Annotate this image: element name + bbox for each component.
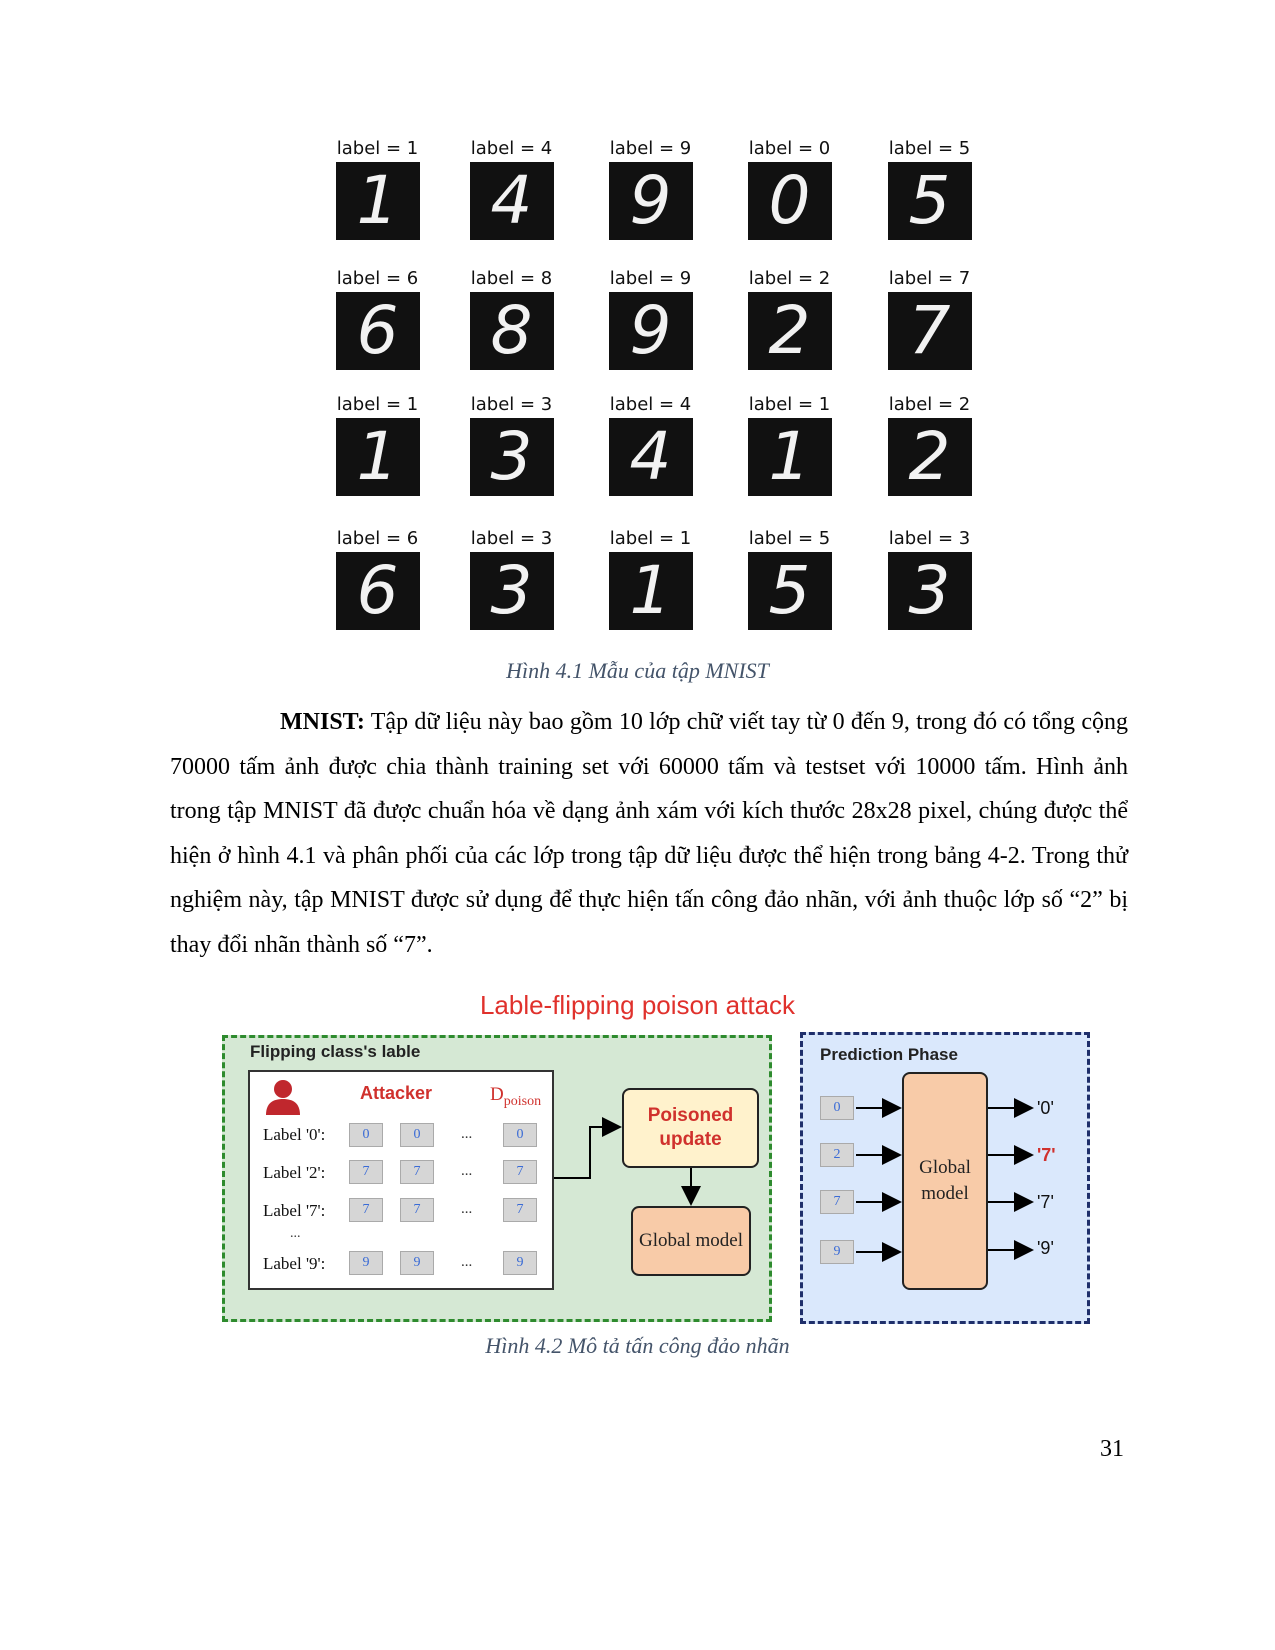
paragraph-text: Tập dữ liệu này bao gồm 10 lớp chữ viết tay từ 0 đến 9, trong đó có tổng cộng 70000 tấm ảnh được chia thành training set với 60000 tấm và testset với 10000 tấm. Hình ảnh trong tập MNIST đã được chuẩn hóa về dạng ảnh xám với kích thước 28x28 pixel, chúng được thể hiện ở hình 4.1 và phân phối của các lớp trong tập dữ liệu được thể hiện trong bảng 4-2. Trong thử nghiệm này, tập MNIST được sử dụng để thực hiện tấn công đảo nhãn, với ảnh thuộc lớp số “2” bị thay đổi nhãn thành số “7”. — [170, 709, 1128, 958]
mnist-cell — [464, 528, 559, 630]
mnist-label: label = 0 — [748, 138, 831, 159]
mnist-cell — [330, 528, 425, 630]
mnist-label: label = 6 — [336, 268, 419, 289]
input-chip: 0 — [820, 1096, 854, 1120]
label-chip: 7 — [349, 1160, 383, 1184]
mnist-cell — [330, 138, 425, 240]
dpoison-sub: poison — [503, 1093, 542, 1109]
ellipsis: ... — [461, 1163, 473, 1179]
dpoison-main: D — [490, 1084, 504, 1105]
mnist-digit: 5 — [908, 162, 951, 239]
vertical-ellipsis: ... — [290, 1226, 301, 1241]
global-model-box: Global model — [631, 1206, 751, 1276]
mnist-digit: 2 — [768, 292, 811, 369]
mnist-label: label = 8 — [470, 268, 553, 289]
mnist-label: label = 2 — [748, 268, 831, 289]
mnist-digit: 4 — [490, 162, 533, 239]
input-chip: 9 — [820, 1240, 854, 1264]
mnist-digit: 3 — [908, 552, 951, 629]
mnist-digit-image — [609, 162, 693, 240]
mnist-label: label = 4 — [470, 138, 553, 159]
mnist-digit-image — [470, 418, 554, 496]
mnist-digit-image — [888, 552, 972, 630]
mnist-cell — [603, 528, 698, 630]
mnist-label: label = 1 — [336, 138, 419, 159]
poisoned-update-box: Poisoned update — [622, 1088, 759, 1168]
label-chip: 7 — [503, 1160, 537, 1184]
row-label-0: Label '0': — [263, 1125, 326, 1144]
mnist-digit: 2 — [908, 418, 951, 495]
mnist-sample-grid — [330, 138, 990, 658]
figure-4-2-caption: Hình 4.2 Mô tả tấn công đảo nhãn — [485, 1333, 790, 1358]
mnist-digit-image — [470, 292, 554, 370]
mnist-digit-image — [609, 418, 693, 496]
dpoison-label — [490, 1084, 541, 1110]
label-chip: 0 — [400, 1123, 434, 1147]
mnist-digit-image — [336, 292, 420, 370]
mnist-digit-image — [609, 552, 693, 630]
mnist-label: label = 5 — [888, 138, 971, 159]
prediction-global-model-box: Global model — [902, 1072, 988, 1290]
mnist-label: label = 6 — [336, 528, 419, 549]
mnist-digit-image — [336, 552, 420, 630]
mnist-cell — [742, 138, 837, 240]
input-chip: 7 — [820, 1190, 854, 1214]
mnist-label: label = 5 — [748, 528, 831, 549]
body-paragraph — [170, 700, 1128, 967]
mnist-label: label = 9 — [609, 138, 692, 159]
mnist-cell — [742, 394, 837, 496]
attacker-user-icon — [265, 1078, 301, 1116]
mnist-digit: 1 — [629, 552, 672, 629]
mnist-label: label = 1 — [748, 394, 831, 415]
label-chip: 9 — [400, 1251, 434, 1275]
label-chip: 0 — [349, 1123, 383, 1147]
mnist-digit-image — [748, 552, 832, 630]
paragraph-lead: MNIST: — [280, 709, 365, 735]
mnist-label: label = 7 — [888, 268, 971, 289]
mnist-label: label = 1 — [336, 394, 419, 415]
label-chip: 0 — [503, 1123, 537, 1147]
mnist-digit: 1 — [768, 418, 811, 495]
mnist-cell — [882, 394, 977, 496]
label-chip: 7 — [400, 1198, 434, 1222]
mnist-digit-image — [888, 162, 972, 240]
mnist-cell — [464, 394, 559, 496]
mnist-digit: 4 — [629, 418, 672, 495]
ellipsis: ... — [461, 1254, 473, 1270]
mnist-cell — [742, 268, 837, 370]
mnist-cell — [742, 528, 837, 630]
output-label: '0' — [1037, 1098, 1054, 1118]
mnist-label: label = 1 — [609, 528, 692, 549]
mnist-digit-image — [470, 162, 554, 240]
mnist-label: label = 3 — [470, 394, 553, 415]
mnist-digit-image — [470, 552, 554, 630]
mnist-label: label = 2 — [888, 394, 971, 415]
mnist-digit: 7 — [908, 292, 951, 369]
mnist-cell — [603, 394, 698, 496]
input-chip: 2 — [820, 1143, 854, 1167]
mnist-digit-image — [336, 418, 420, 496]
mnist-digit: 9 — [629, 292, 672, 369]
mnist-cell — [882, 528, 977, 630]
mnist-digit-image — [748, 162, 832, 240]
output-label-flipped: '7' — [1037, 1145, 1056, 1165]
label-chip: 7 — [503, 1198, 537, 1222]
label-chip: 9 — [349, 1251, 383, 1275]
ellipsis: ... — [461, 1126, 473, 1142]
output-label: '7' — [1037, 1192, 1054, 1212]
mnist-digit-image — [609, 292, 693, 370]
mnist-digit: 9 — [629, 162, 672, 239]
mnist-digit-image — [888, 418, 972, 496]
mnist-cell — [603, 138, 698, 240]
mnist-digit: 6 — [356, 552, 399, 629]
mnist-digit-image — [888, 292, 972, 370]
mnist-digit: 0 — [768, 162, 811, 239]
mnist-digit-image — [748, 292, 832, 370]
mnist-cell — [882, 138, 977, 240]
mnist-digit: 3 — [490, 418, 533, 495]
label-chip: 7 — [349, 1198, 383, 1222]
mnist-digit: 6 — [356, 292, 399, 369]
mnist-digit-image — [748, 418, 832, 496]
mnist-cell — [330, 268, 425, 370]
mnist-label: label = 9 — [609, 268, 692, 289]
mnist-digit-image — [336, 162, 420, 240]
mnist-cell — [882, 268, 977, 370]
row-label-9: Label '9': — [263, 1254, 326, 1273]
figure-4-1-caption: Hình 4.1 Mẫu của tập MNIST — [506, 658, 769, 683]
ellipsis: ... — [461, 1201, 473, 1217]
mnist-label: label = 3 — [470, 528, 553, 549]
row-label-7: Label '7': — [263, 1201, 326, 1220]
mnist-digit: 5 — [768, 552, 811, 629]
mnist-cell — [603, 268, 698, 370]
label-chip: 7 — [400, 1160, 434, 1184]
row-label-2: Label '2': — [263, 1163, 326, 1182]
mnist-cell — [464, 268, 559, 370]
attacker-label: Attacker — [360, 1083, 433, 1103]
flipping-panel-title: Flipping class's lable — [250, 1042, 421, 1061]
mnist-digit: 3 — [490, 552, 533, 629]
prediction-panel-title: Prediction Phase — [820, 1045, 958, 1064]
mnist-label: label = 4 — [609, 394, 692, 415]
mnist-digit: 8 — [490, 292, 533, 369]
mnist-digit: 1 — [356, 162, 399, 239]
diagram-title: Lable-flipping poison attack — [479, 990, 796, 1020]
mnist-cell — [330, 394, 425, 496]
mnist-cell — [464, 138, 559, 240]
output-label: '9' — [1037, 1238, 1054, 1258]
page-number: 31 — [1100, 1436, 1124, 1462]
mnist-digit: 1 — [356, 418, 399, 495]
mnist-label: label = 3 — [888, 528, 971, 549]
label-chip: 9 — [503, 1251, 537, 1275]
